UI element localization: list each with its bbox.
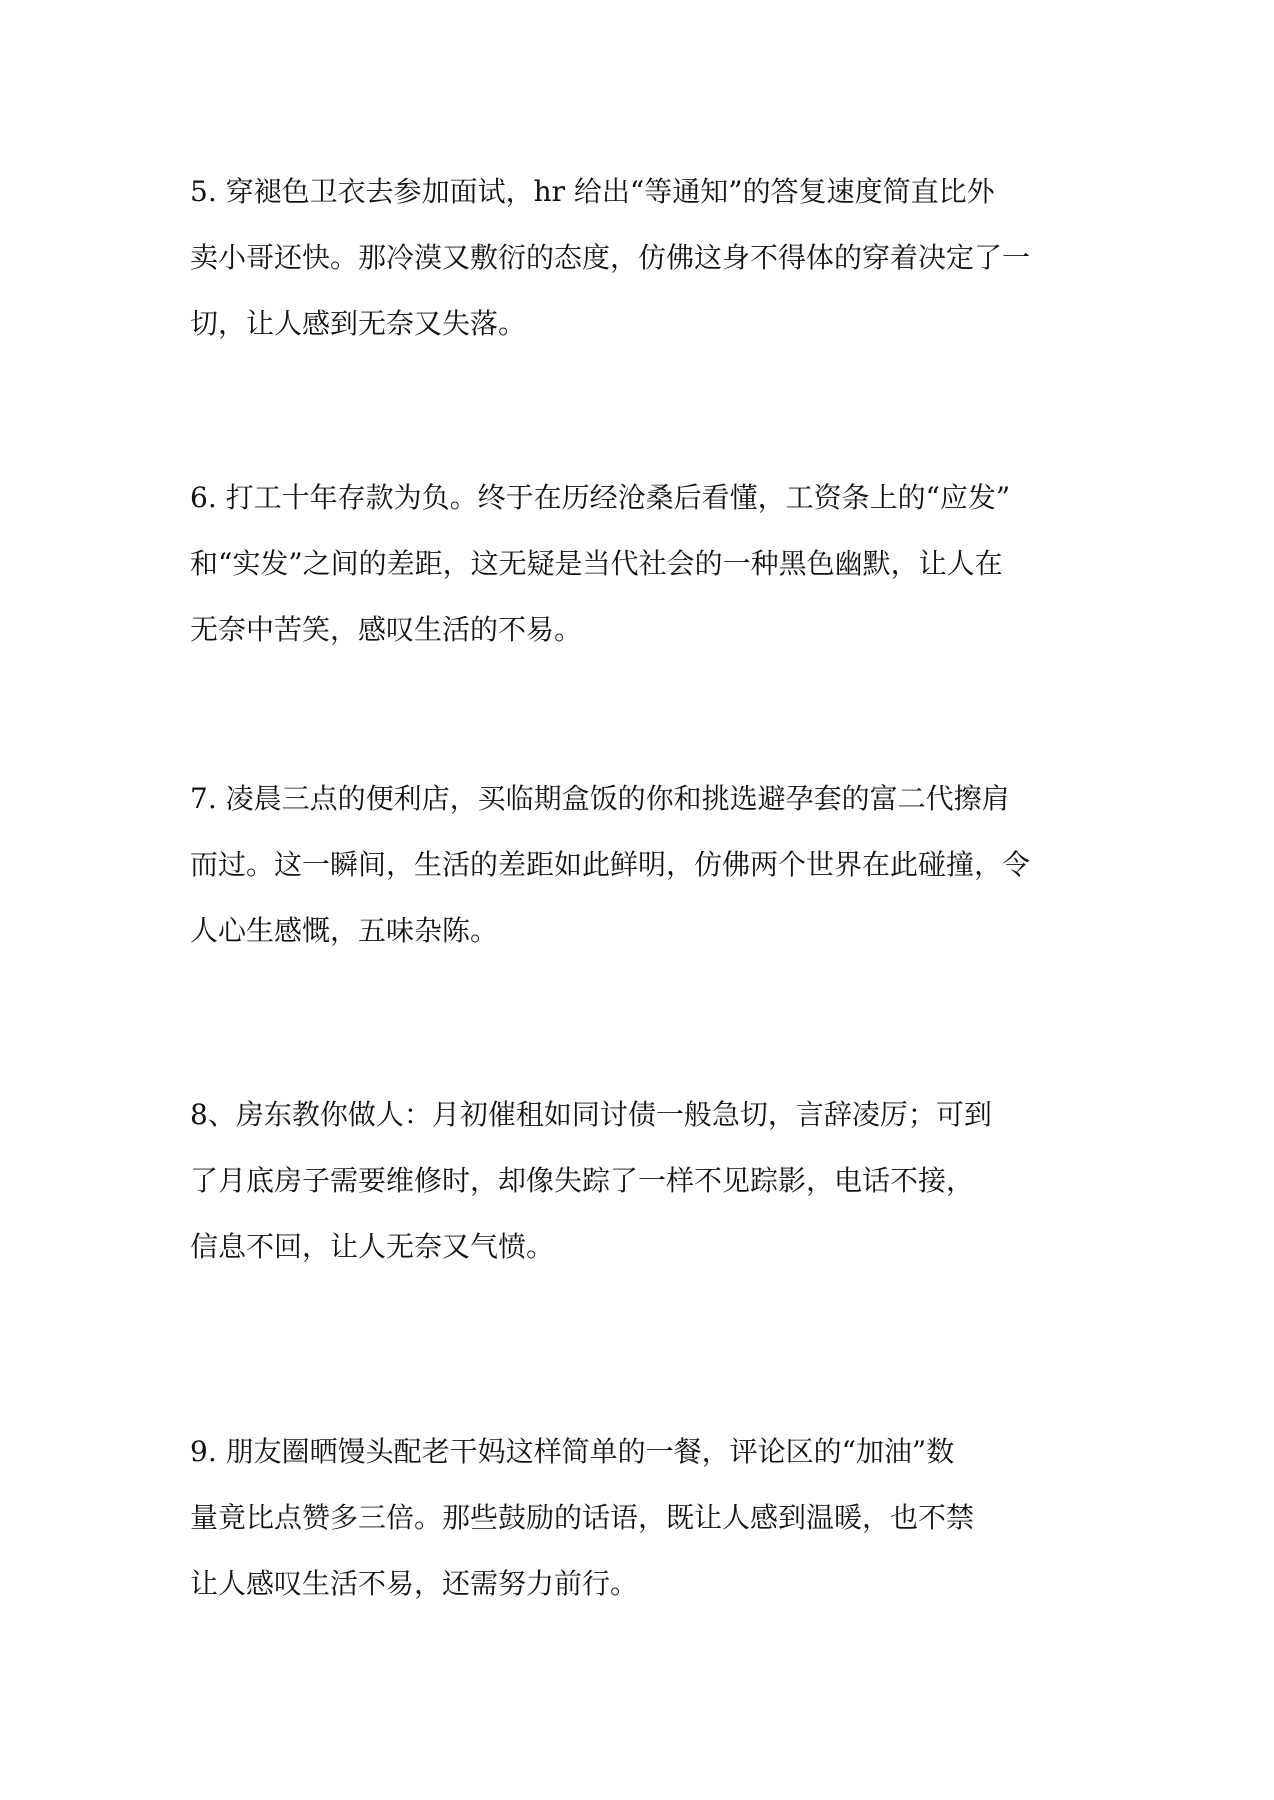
paragraph-line: 9. 朋友圈晒馒头配老干妈这样简单的一餐，评论区的“加油”数 <box>190 1435 955 1468</box>
paragraph-item-9 <box>190 1419 1090 1617</box>
paragraph-line: 让人感叹生活不易，还需努力前行。 <box>190 1567 639 1600</box>
paragraph-line: 卖小哥还快。那冷漠又敷衍的态度，仿佛这身不得体的穿着决定了一 <box>190 241 1031 274</box>
paragraph-line: 切，让人感到无奈又失落。 <box>190 307 527 340</box>
paragraph-line: 了月底房子需要维修时，却像失踪了一样不见踪影，电话不接， <box>190 1164 975 1197</box>
paragraph-line: 6. 打工十年存款为负。终于在历经沧桑后看懂，工资条上的“应发” <box>190 481 1011 514</box>
paragraph-line: 量竟比点赞多三倍。那些鼓励的话语，既让人感到温暖，也不禁 <box>190 1501 975 1534</box>
paragraph-item-6 <box>190 465 1090 663</box>
paragraph-line: 8、房东教你做人：月初催租如同讨债一般急切，言辞凌厉；可到 <box>190 1098 992 1131</box>
paragraph-item-5 <box>190 159 1090 357</box>
paragraph-line: 而过。这一瞬间，生活的差距如此鲜明，仿佛两个世界在此碰撞，令 <box>190 848 1031 881</box>
paragraph-line: 5. 穿褪色卫衣去参加面试，hr 给出“等通知”的答复速度简直比外 <box>190 175 995 208</box>
paragraph-item-8 <box>190 1082 1090 1280</box>
paragraph-line: 人心生感慨，五味杂陈。 <box>190 914 499 947</box>
paragraph-line: 无奈中苦笑，感叹生活的不易。 <box>190 613 583 646</box>
paragraph-line: 7. 凌晨三点的便利店，买临期盒饭的你和挑选避孕套的富二代擦肩 <box>190 782 1010 815</box>
paragraph-line: 和“实发”之间的差距，这无疑是当代社会的一种黑色幽默，让人在 <box>190 547 1003 580</box>
paragraph-item-7 <box>190 766 1090 964</box>
paragraph-line: 信息不回，让人无奈又气愤。 <box>190 1230 555 1263</box>
